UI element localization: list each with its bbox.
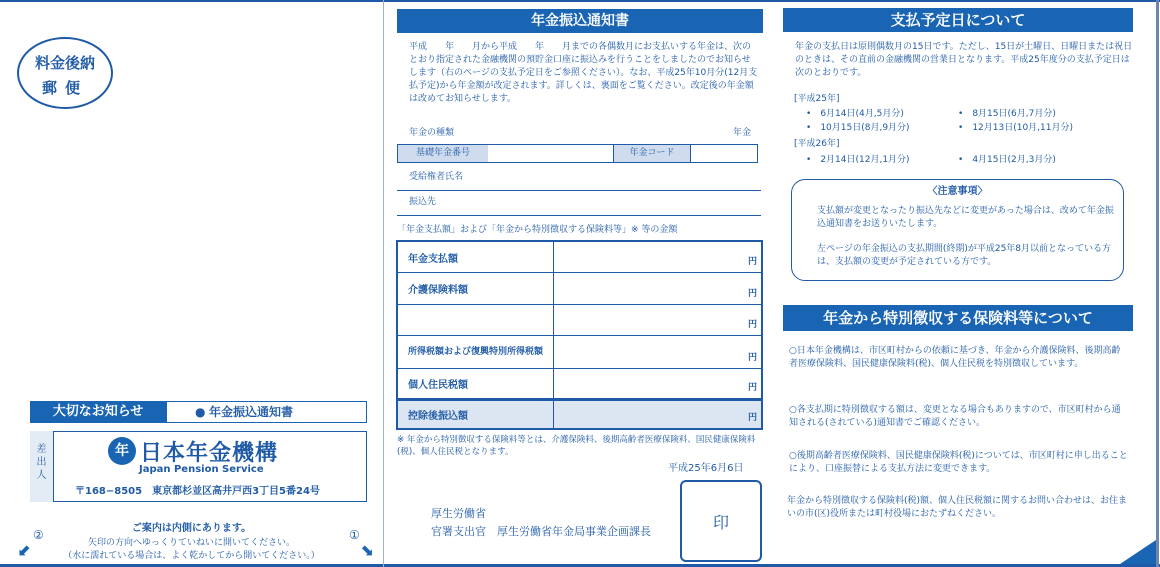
guide-line-3: （水に濡れている場合は、よく乾かしてから開いてください。） bbox=[63, 551, 320, 561]
postage-stamp bbox=[17, 37, 113, 109]
amount-row-unit: 円 bbox=[747, 289, 757, 299]
amounts-note: 「年金支払額」および「年金から特別徴収する保険料等」※ 等の金額 bbox=[397, 225, 678, 235]
amount-row-label: 控除後振込額 bbox=[398, 401, 554, 428]
notice-doc-name-text: 年金振込通知書 bbox=[209, 405, 294, 419]
footnote: ※ 年金から特別徴収する保険料等とは、介護保険料、後期高齢者医療保険料、国民健康保険料(税)、個人住民税となります。 bbox=[397, 435, 756, 458]
special-paragraph-2: ○各支払期に特別徴収する額は、変更となる場合もありますので、市区町村から通知される(されている)通知書でご確認ください。 bbox=[789, 405, 1121, 429]
special-collection-title: 年金から特別徴収する保険料等について bbox=[783, 305, 1133, 331]
amount-row bbox=[398, 336, 761, 369]
guide-line-2: 矢印の方向へゆっくりていねいに開いてください。 bbox=[88, 538, 295, 548]
payment-date-text: 12月13日(10月,11月分) bbox=[972, 123, 1074, 133]
special-paragraph-1: ○日本年金機構は、市区町村からの依頼に基づき、年金から介護保険料、後期高齢者医療保険料、国民健康保険料(税)、個人住民税を特別徴収しています。 bbox=[789, 346, 1121, 370]
payment-date: • 10月15日(8月,9月分) bbox=[806, 123, 910, 133]
amount-row-label bbox=[398, 305, 554, 335]
open-arrow-right-icon[interactable]: ⬊ bbox=[360, 540, 374, 559]
amount-row-label: 所得税額および復興特別所得税額 bbox=[398, 336, 554, 368]
amount-row-label: 年金支払額 bbox=[398, 242, 554, 272]
payment-date: • 4月15日(2月,3月分) bbox=[958, 155, 1056, 165]
transfer-to-label: 振込先 bbox=[409, 197, 437, 207]
special-paragraph-3: ○後期高齢者医療保険料、国民健康保険料(税)については、市区町村に申し出ることにより、口座振替による支払方法に変更できます。 bbox=[789, 451, 1128, 475]
payment-date-text: 4月15日(2月,3月分) bbox=[972, 155, 1056, 165]
org-name-en: Japan Pension Service bbox=[139, 464, 264, 475]
payment-date: • 2月14日(12月,1月分) bbox=[806, 155, 910, 165]
h25-label: [平成25年] bbox=[794, 94, 840, 104]
basic-number-label: 基礎年金番号 bbox=[398, 145, 488, 162]
ministry-name: 厚生労働省 bbox=[431, 507, 486, 520]
step-2-marker: ② bbox=[33, 528, 44, 542]
sender-side-label: 差 出 人 bbox=[30, 431, 54, 502]
seal-mark: 印 bbox=[712, 513, 729, 532]
schedule-title: 支払予定日について bbox=[783, 8, 1133, 32]
caution-paragraph-1: 支払額が変更となったり振込先などに変更があった場合は、改めて年金振込通知書をお送りいたします。 bbox=[817, 206, 1114, 230]
payment-date-text: 2月14日(12月,1月分) bbox=[820, 155, 910, 165]
pension-type-label: 年金の種類 bbox=[409, 128, 455, 138]
sender-address: 〒168−8505 東京都杉並区高井戸西3丁目5番24号 bbox=[75, 486, 320, 497]
amount-row bbox=[398, 242, 761, 273]
amounts-table bbox=[396, 240, 763, 430]
amount-row-unit: 円 bbox=[747, 257, 757, 267]
contact-note: 年金から特別徴収する保険料(税)額、個人住民税額に関するお問い合わせは、お住まいの市(区)役所または町村役場におたずねください。 bbox=[787, 496, 1128, 520]
amount-row-net bbox=[398, 399, 761, 428]
amount-row-unit: 円 bbox=[747, 383, 757, 393]
fold-line bbox=[383, 0, 384, 567]
org-name: 日本年金機構 bbox=[140, 441, 279, 466]
recipient-label: 受給権者氏名 bbox=[409, 172, 464, 182]
caution-title: 〈注意事項〉 bbox=[927, 186, 988, 197]
seal-box bbox=[680, 480, 762, 562]
bullet-icon: ● bbox=[195, 405, 206, 419]
pension-year-label: 年金 bbox=[733, 128, 752, 138]
amount-row-unit: 円 bbox=[747, 320, 757, 330]
payment-date-text: 6月14日(4月,5月分) bbox=[820, 109, 904, 119]
payment-date: • 6月14日(4月,5月分) bbox=[806, 109, 904, 119]
notice-label: 大切なお知らせ bbox=[30, 401, 166, 423]
amount-row-label: 介護保険料額 bbox=[398, 273, 554, 304]
notification-title: 年金振込通知書 bbox=[397, 9, 763, 33]
open-arrow-left-icon[interactable]: ⬋ bbox=[18, 540, 32, 559]
stamp-line1: 料金後納 bbox=[34, 54, 95, 72]
caution-paragraph-2: 左ページの年金振込の支払期間(終期)が平成25年8月以前となっている方は、支払額の変更が予定されている方です。 bbox=[817, 244, 1112, 268]
frame-right-border bbox=[1156, 0, 1159, 567]
amount-row bbox=[398, 369, 761, 399]
amount-row bbox=[398, 273, 761, 305]
pension-logo-icon: 年 bbox=[108, 437, 136, 465]
payment-date-text: 8月15日(6月,7月分) bbox=[972, 109, 1056, 119]
notification-intro: 平成 年 月から平成 年 月までの各偶数月にお支払いする年金は、次のとおり指定された金融機関の預貯金口座に振込みを行うことをしましたのでお知らせします（右のページの支払予定日をご参照ください）。なお、平成25年10月分(12月支払予定)から年金額が改定されます。詳しくは、裏面をご覧ください。改定後の年金額は改めてお知らせします。 bbox=[409, 42, 758, 105]
amount-row bbox=[398, 305, 761, 336]
guide-line-1: ご案内は内側にあります。 bbox=[131, 523, 252, 534]
recipient-divider bbox=[397, 190, 761, 191]
amount-row-label: 個人住民税額 bbox=[398, 369, 554, 398]
payment-date-text: 10月15日(8月,9月分) bbox=[820, 123, 910, 133]
schedule-intro: 年金の支払日は原則偶数月の15日です。ただし、15日が土曜日、日曜日または祝日のときは、その直前の金融機関の営業日となります。平成25年度分の支払予定日は次のとおりです。 bbox=[795, 42, 1133, 79]
payment-date: • 8月15日(6月,7月分) bbox=[958, 109, 1056, 119]
issue-date: 平成25年6月6日 bbox=[668, 463, 744, 474]
transfer-divider bbox=[397, 215, 761, 216]
payment-date: • 12月13日(10月,11月分) bbox=[958, 123, 1074, 133]
corner-tab-icon[interactable] bbox=[1120, 540, 1156, 564]
official-name: 官署支出官 厚生労働省年金局事業企画課長 bbox=[431, 525, 651, 538]
h26-label: [平成26年] bbox=[794, 139, 840, 149]
stamp-line2: 郵便 bbox=[41, 79, 88, 97]
amount-row-unit: 円 bbox=[747, 413, 757, 423]
amount-row-unit: 円 bbox=[747, 353, 757, 363]
step-1-marker: ① bbox=[349, 528, 360, 542]
pension-code-label: 年金コード bbox=[613, 145, 691, 162]
notice-doc-name bbox=[166, 401, 367, 423]
frame-top-border bbox=[0, 0, 1160, 2]
